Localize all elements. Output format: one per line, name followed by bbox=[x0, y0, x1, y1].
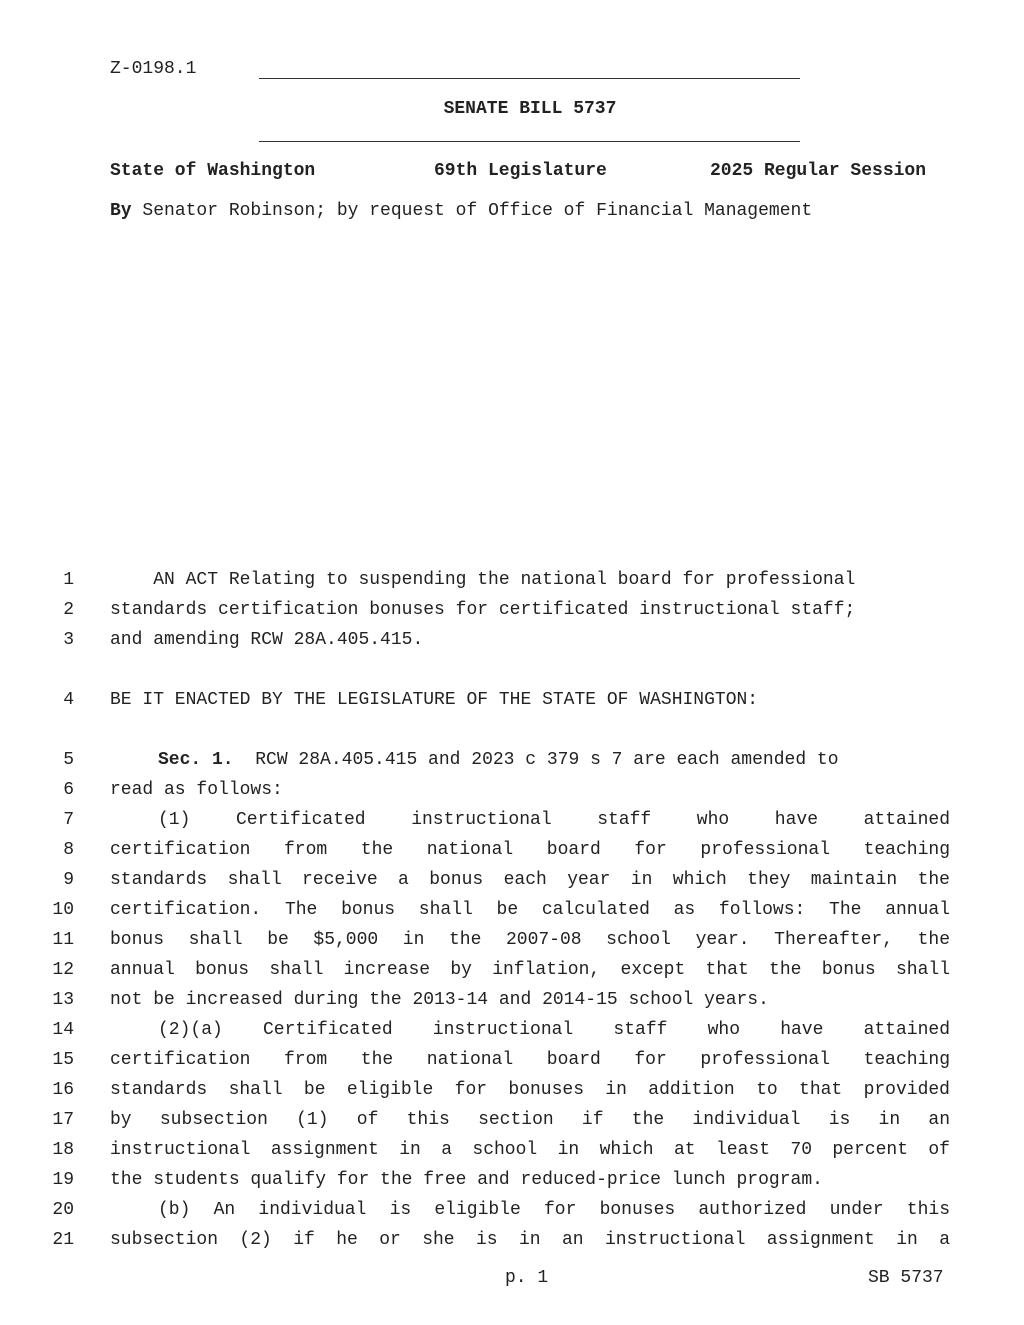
bill-line bbox=[0, 1230, 1024, 1260]
section-text: RCW 28A.405.415 and 2023 c 379 s 7 are each amended to bbox=[233, 750, 839, 770]
bill-line bbox=[0, 1170, 1024, 1200]
bill-line bbox=[0, 1110, 1024, 1140]
bill-line bbox=[0, 900, 1024, 930]
line-text: (1) Certificated instructional staff who have attained bbox=[158, 810, 950, 830]
line-text: and amending RCW 28A.405.415. bbox=[110, 630, 424, 650]
line-text: not be increased during the 2013-14 and 2014-15 school years. bbox=[110, 990, 769, 1010]
line-number: 12 bbox=[52, 960, 74, 980]
line-number: 15 bbox=[52, 1050, 74, 1070]
line-number: 4 bbox=[63, 690, 74, 710]
line-number: 14 bbox=[52, 1020, 74, 1040]
line-number: 11 bbox=[52, 930, 74, 950]
session-label: 2025 Regular Session bbox=[710, 161, 927, 181]
bill-line bbox=[0, 1200, 1024, 1230]
line-number: 10 bbox=[52, 900, 74, 920]
line-text: certification. The bonus shall be calculated as follows: The annual bbox=[110, 900, 950, 920]
footer-bill-id: SB 5737 bbox=[868, 1268, 944, 1288]
line-number: 19 bbox=[52, 1170, 74, 1190]
line-text: certification from the national board for professional teaching bbox=[110, 1050, 950, 1070]
bill-line bbox=[0, 1140, 1024, 1170]
line-number: 16 bbox=[52, 1080, 74, 1100]
line-number: 5 bbox=[63, 750, 74, 770]
bill-line bbox=[0, 1080, 1024, 1110]
line-number: 2 bbox=[63, 600, 74, 620]
state-label: State of Washington bbox=[110, 161, 316, 181]
line-number: 17 bbox=[52, 1110, 74, 1130]
line-number: 3 bbox=[63, 630, 74, 650]
line-text: read as follows: bbox=[110, 780, 283, 800]
line-text: standards certification bonuses for certificated instructional staff; bbox=[110, 600, 856, 620]
page-number: p. 1 bbox=[505, 1268, 549, 1288]
line-text: standards shall be eligible for bonuses in addition to that provided bbox=[110, 1080, 950, 1100]
sponsor-text: Senator Robinson; by request of Office of Financial Management bbox=[131, 201, 813, 221]
line-number: 9 bbox=[63, 870, 74, 890]
bill-line bbox=[0, 570, 1024, 600]
line-text: AN ACT Relating to suspending the national board for professional bbox=[110, 570, 856, 590]
line-text: standards shall receive a bonus each year in which they maintain the bbox=[110, 870, 950, 890]
bill-line bbox=[0, 810, 1024, 840]
line-text: by subsection (1) of this section if the individual is in an bbox=[110, 1110, 950, 1130]
bill-line bbox=[0, 750, 1024, 780]
bill-line bbox=[0, 1050, 1024, 1080]
bill-title: SENATE BILL 5737 bbox=[443, 99, 617, 119]
line-text bbox=[110, 750, 998, 770]
bill-line bbox=[0, 840, 1024, 870]
line-text: certification from the national board for professional teaching bbox=[110, 840, 950, 860]
document-code: Z-0198.1 bbox=[110, 59, 197, 79]
line-text: (2)(a) Certificated instructional staff who have attained bbox=[158, 1020, 950, 1040]
legislature-label: 69th Legislature bbox=[434, 161, 607, 181]
bill-line bbox=[0, 780, 1024, 810]
line-text: BE IT ENACTED BY THE LEGISLATURE OF THE STATE OF WASHINGTON: bbox=[110, 690, 759, 710]
line-number: 8 bbox=[63, 840, 74, 860]
sponsor-label: By bbox=[110, 201, 132, 221]
bill-line bbox=[0, 960, 1024, 990]
bill-line bbox=[0, 600, 1024, 630]
bill-line bbox=[0, 870, 1024, 900]
line-number: 1 bbox=[63, 570, 74, 590]
bill-line bbox=[0, 1020, 1024, 1050]
line-text: annual bonus shall increase by inflation, except that the bonus shall bbox=[110, 960, 950, 980]
line-number: 18 bbox=[52, 1140, 74, 1160]
line-text: (b) An individual is eligible for bonuses authorized under this bbox=[158, 1200, 950, 1220]
line-number: 13 bbox=[52, 990, 74, 1010]
line-text: bonus shall be $5,000 in the 2007-08 school year. Thereafter, the bbox=[110, 930, 950, 950]
line-text: the students qualify for the free and reduced-price lunch program. bbox=[110, 1170, 823, 1190]
line-number: 7 bbox=[63, 810, 74, 830]
bill-line bbox=[0, 990, 1024, 1020]
line-number: 21 bbox=[52, 1230, 74, 1250]
bill-line bbox=[0, 930, 1024, 960]
bill-line bbox=[0, 690, 1024, 720]
line-number: 6 bbox=[63, 780, 74, 800]
line-number: 20 bbox=[52, 1200, 74, 1220]
line-text: instructional assignment in a school in which at least 70 percent of bbox=[110, 1140, 950, 1160]
line-text: subsection (2) if he or she is in an instructional assignment in a bbox=[110, 1230, 950, 1250]
section-label: Sec. 1. bbox=[158, 750, 234, 770]
bill-line bbox=[0, 630, 1024, 660]
